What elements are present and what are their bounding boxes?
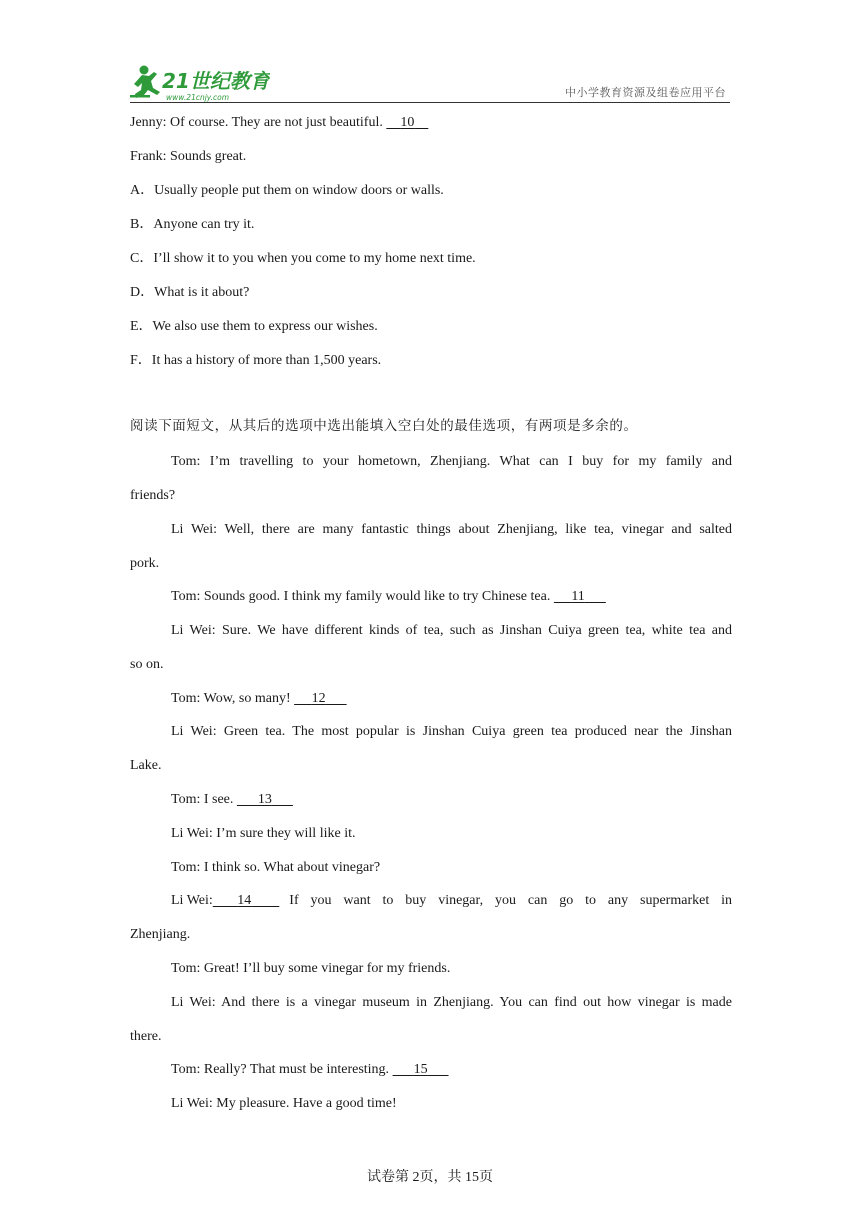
dialogue-line: Tom: I’m travelling to your hometown, Zhenjiang. What can I buy for my family and	[171, 454, 732, 469]
dialogue-line	[171, 689, 732, 709]
dialogue-text: Li Wei:	[171, 893, 213, 908]
logo-url-text: www.21cnjy.com	[166, 93, 230, 102]
blank-number: 11	[571, 589, 585, 604]
dialogue-line: Li Wei: Sure. We have different kinds of tea, such as Jinshan Cuiya green tea, white tea and	[171, 623, 732, 638]
dialogue-text: Tom: Really? That must be interesting.	[171, 1062, 390, 1077]
dialogue-text: If you want to buy vinegar, you can go to any supermarket in	[289, 893, 732, 908]
dialogue-line: there.	[130, 1029, 162, 1044]
platform-name: 中小学教育资源及组卷应用平台	[565, 86, 726, 99]
dialogue-text: Tom: Wow, so many!	[171, 691, 291, 706]
blank-number: 12	[311, 691, 326, 706]
page-footer: 试卷第 2页，共 15页	[367, 1170, 493, 1185]
option-d: D．What is it about?	[130, 285, 250, 300]
answer-blank-10[interactable]	[386, 113, 428, 133]
blank-number: 10	[400, 115, 415, 130]
dialogue-text: Tom: I see.	[171, 792, 234, 807]
dialogue-line-jenny	[130, 113, 732, 133]
section-instruction: 阅读下面短文，从其后的选项中选出能填入空白处的最佳选项，有两项是多余的。	[130, 418, 638, 434]
page-header	[130, 60, 730, 103]
option-a: A．Usually people put them on window doors or walls.	[130, 183, 444, 198]
logo-main-text: 21世纪教育	[162, 69, 270, 93]
option-c: C．I’ll show it to you when you come to my home next time.	[130, 251, 476, 266]
dialogue-line: Zhenjiang.	[130, 927, 191, 942]
dialogue-text: Tom: Sounds good. I think my family would like to try Chinese tea.	[171, 589, 551, 604]
option-f: F．It has a history of more than 1,500 years.	[130, 353, 382, 368]
option-b: B．Anyone can try it.	[130, 217, 255, 232]
answer-blank-14[interactable]	[213, 891, 280, 911]
dialogue-line: friends?	[130, 488, 176, 503]
answer-blank-15[interactable]	[393, 1060, 449, 1080]
dialogue-line-frank: Frank: Sounds great.	[130, 149, 247, 164]
dialogue-line	[171, 587, 732, 607]
dialogue-line	[171, 1060, 732, 1080]
dialogue-line: Tom: Great! I’ll buy some vinegar for my friends.	[171, 961, 451, 976]
dialogue-line	[171, 891, 732, 911]
dialogue-text: Jenny: Of course. They are not just beautiful.	[130, 115, 383, 130]
answer-blank-11[interactable]	[554, 587, 606, 607]
logo-21cnjy	[130, 62, 270, 102]
blank-number: 13	[257, 792, 272, 807]
dialogue-line: pork.	[130, 556, 160, 571]
option-e: E．We also use them to express our wishes.	[130, 319, 378, 334]
dialogue-line: Li Wei: Well, there are many fantastic things about Zhenjiang, like tea, vinegar and salted	[171, 522, 732, 537]
dialogue-line: Li Wei: My pleasure. Have a good time!	[171, 1096, 397, 1111]
answer-blank-13[interactable]	[237, 790, 293, 810]
dialogue-line: Li Wei: I’m sure they will like it.	[171, 826, 356, 841]
dialogue-line	[171, 790, 732, 810]
dialogue-line: so on.	[130, 657, 164, 672]
dialogue-line: Tom: I think so. What about vinegar?	[171, 860, 381, 875]
blank-number: 15	[413, 1062, 428, 1077]
dialogue-line: Lake.	[130, 758, 162, 773]
answer-blank-12[interactable]	[294, 689, 347, 709]
blank-number: 14	[237, 893, 252, 908]
dialogue-line: Li Wei: And there is a vinegar museum in Zhenjiang. You can find out how vinegar is made	[171, 995, 732, 1010]
dialogue-line: Li Wei: Green tea. The most popular is Jinshan Cuiya green tea produced near the Jinshan	[171, 724, 732, 739]
